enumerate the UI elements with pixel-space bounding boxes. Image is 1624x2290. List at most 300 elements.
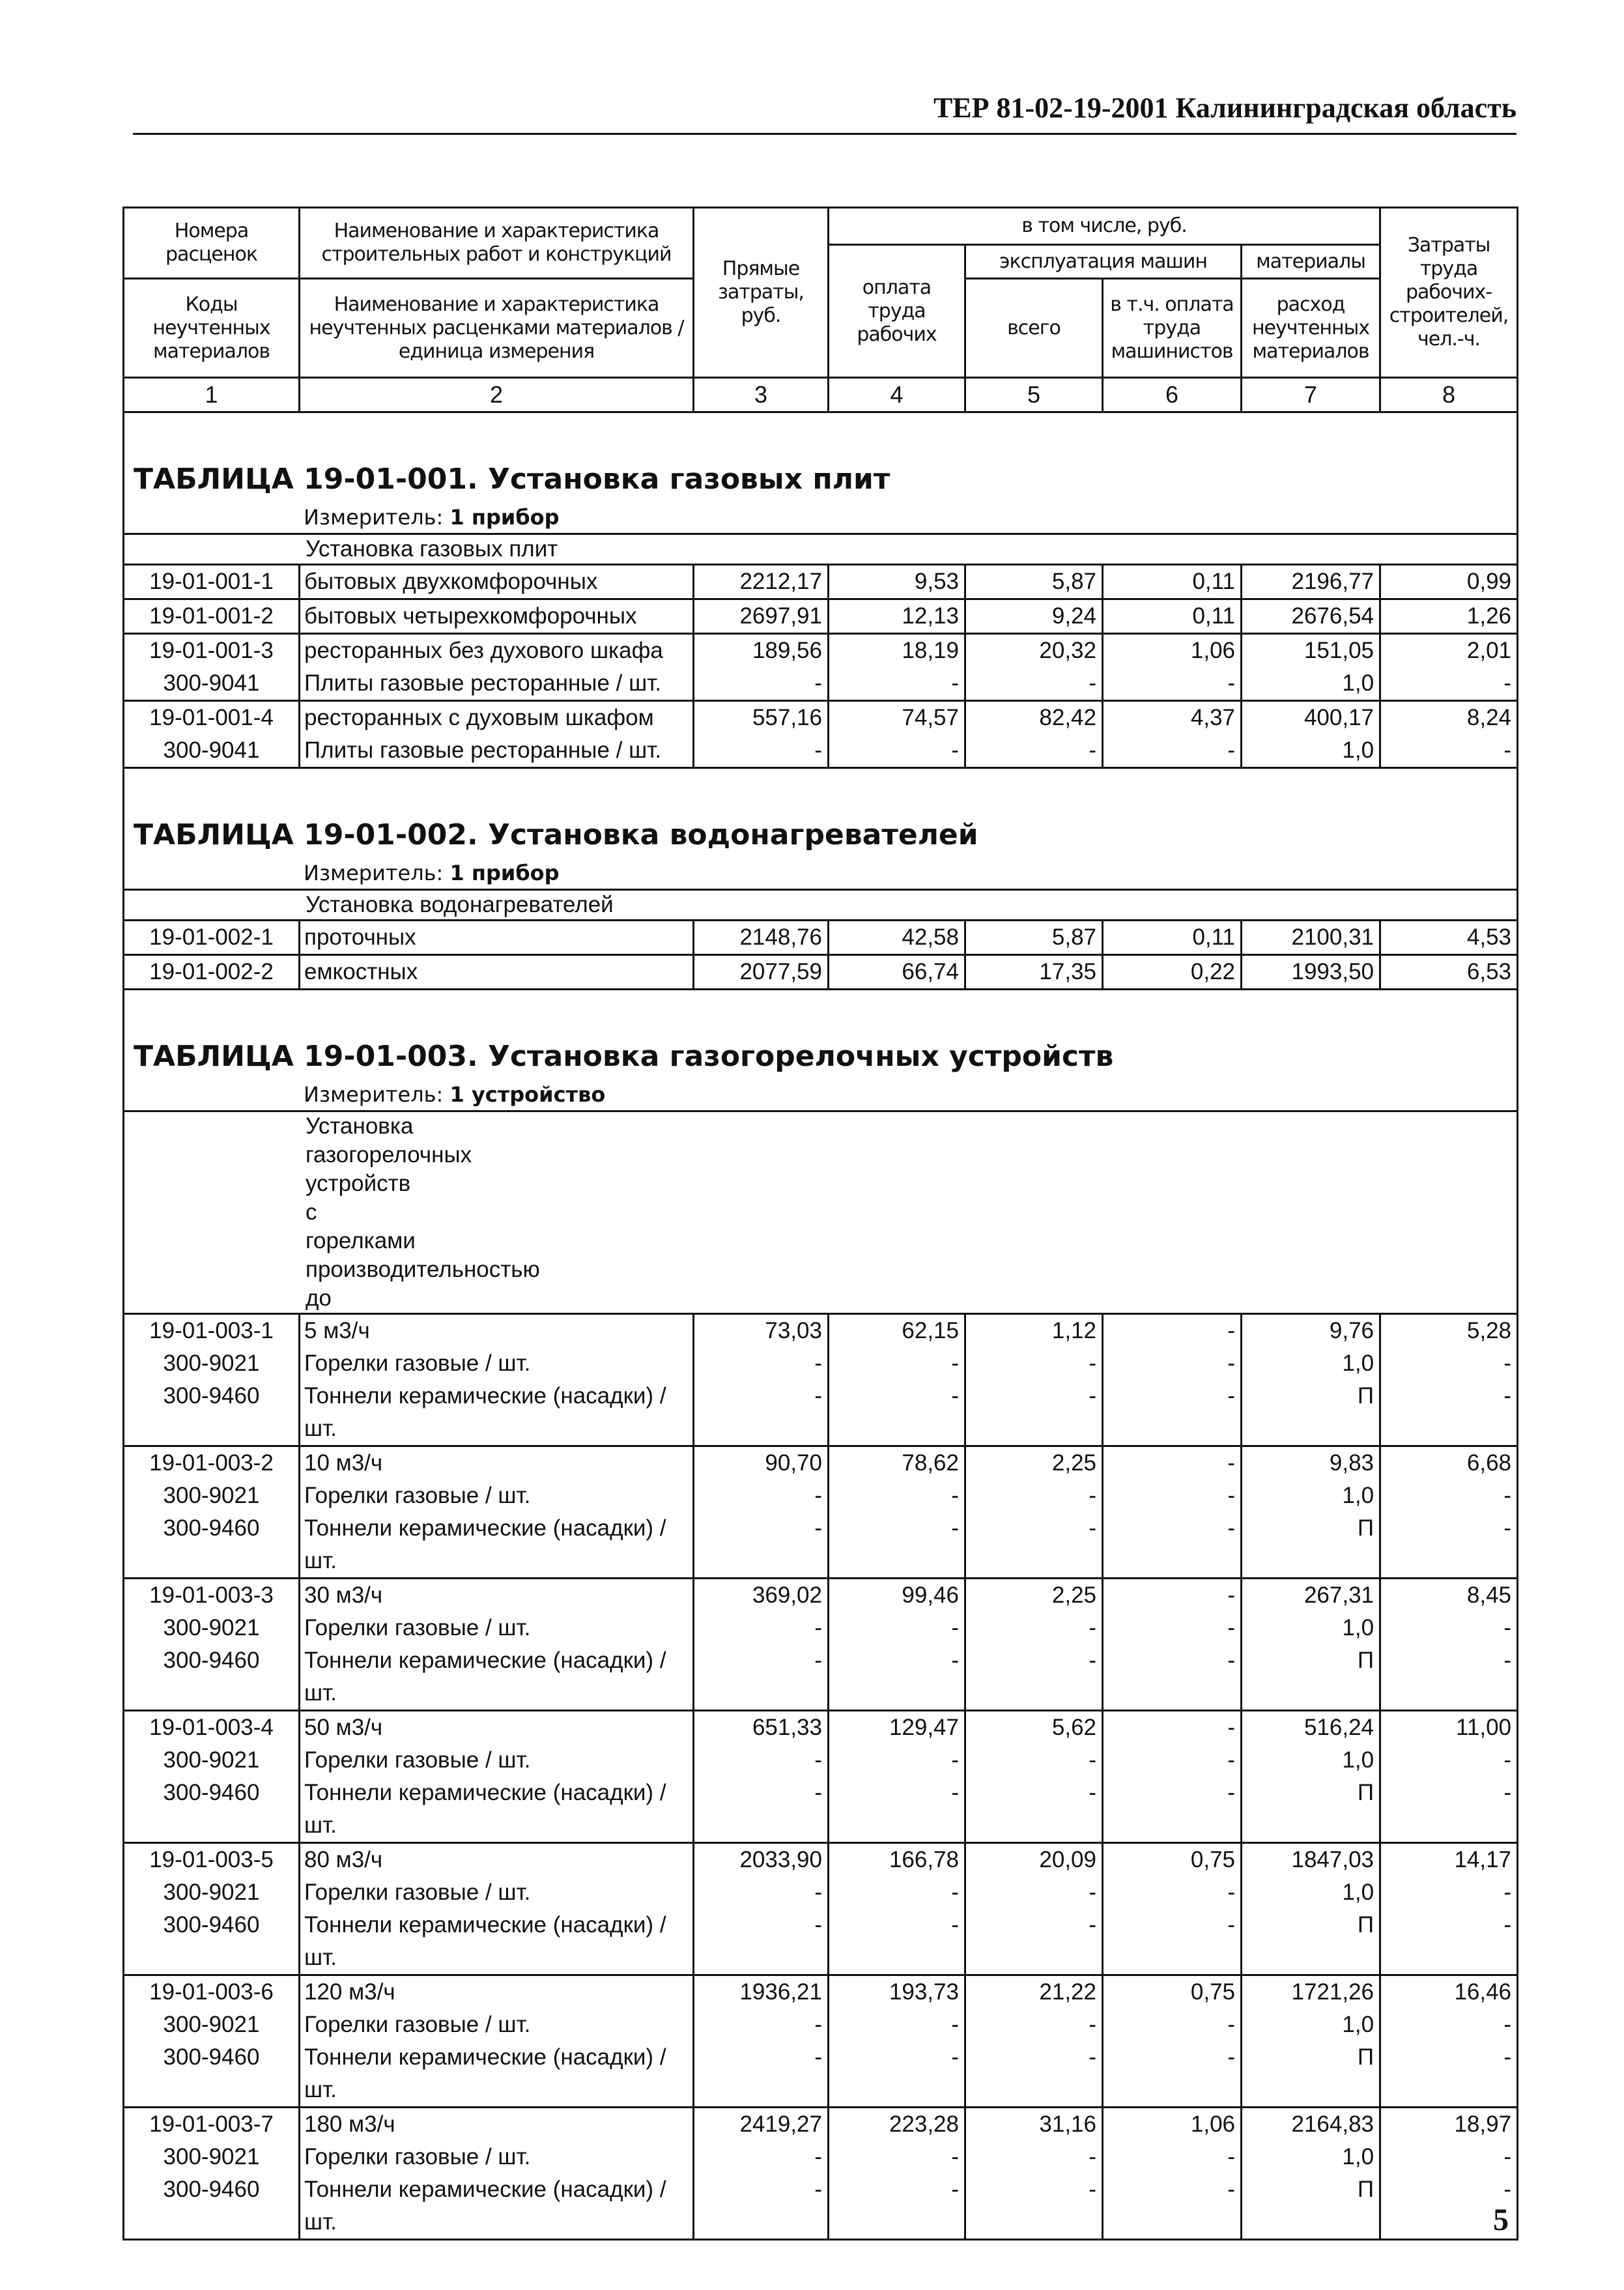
col-header-work-name: Наименование и характеристика строительных работ и конструкций: [300, 208, 694, 279]
col-header-material-usage: расход неучтенных материалов: [1242, 279, 1380, 378]
material-name: Горелки газовые / шт.: [300, 1347, 694, 1380]
material-row: [124, 2041, 1518, 2108]
value-cell: 9,24: [965, 599, 1103, 634]
measurer: [124, 502, 1518, 534]
material-row: [124, 1612, 1518, 1644]
col-header-material-codes: Коды неучтенных материалов: [124, 279, 300, 378]
value-cell: 193,73: [829, 1975, 965, 2009]
col-number: 3: [694, 378, 829, 412]
material-row: [124, 734, 1518, 768]
group-label-row: [124, 890, 1518, 921]
value-cell: 1,06: [1103, 634, 1242, 668]
rate-name: 5 м3/ч: [300, 1314, 694, 1348]
value-cell: 2100,31: [1242, 921, 1380, 955]
rates-table: [122, 207, 1518, 2240]
rate-name: 180 м3/ч: [300, 2108, 694, 2141]
measurer-label: Измеритель:: [304, 1082, 444, 1107]
header-rule: [133, 133, 1517, 135]
material-code: 300-9021: [124, 1347, 300, 1380]
value-cell: -: [829, 1480, 965, 1512]
value-cell: -: [829, 1777, 965, 1843]
value-cell: 6,53: [1380, 955, 1518, 990]
value-cell: -: [829, 1347, 965, 1380]
value-cell: 1,0: [1242, 1744, 1380, 1777]
rate-row: [124, 1711, 1518, 1745]
value-cell: 4,37: [1103, 701, 1242, 735]
measurer: [124, 1079, 1518, 1111]
value-cell: -: [1103, 667, 1242, 701]
value-cell: 1,0: [1242, 667, 1380, 701]
rate-row: [124, 599, 1518, 634]
value-cell: -: [694, 2041, 829, 2108]
value-cell: 1847,03: [1242, 1843, 1380, 1877]
value-cell: -: [829, 1876, 965, 1909]
value-cell: П: [1242, 2173, 1380, 2240]
value-cell: -: [1380, 1512, 1518, 1579]
measurer-row: [124, 1079, 1518, 1111]
rate-row: [124, 1975, 1518, 2009]
value-cell: -: [1103, 1380, 1242, 1446]
value-cell: П: [1242, 1380, 1380, 1446]
value-cell: -: [829, 1612, 965, 1644]
value-cell: -: [829, 2009, 965, 2041]
value-cell: 2212,17: [694, 565, 829, 599]
value-cell: -: [1380, 1380, 1518, 1446]
value-cell: 8,24: [1380, 701, 1518, 735]
material-name: Горелки газовые / шт.: [300, 1612, 694, 1644]
value-cell: -: [694, 667, 829, 701]
value-cell: -: [1103, 1446, 1242, 1480]
rate-row: [124, 1843, 1518, 1877]
rate-code: 19-01-001-2: [124, 599, 300, 634]
material-code: 300-9021: [124, 1612, 300, 1644]
value-cell: -: [694, 1612, 829, 1644]
col-number: 7: [1242, 378, 1380, 412]
value-cell: -: [965, 667, 1103, 701]
value-cell: -: [694, 1876, 829, 1909]
value-cell: 1,0: [1242, 1876, 1380, 1909]
col-header-materials: материалы: [1242, 245, 1380, 279]
value-cell: 9,83: [1242, 1446, 1380, 1480]
value-cell: -: [1103, 1876, 1242, 1909]
material-row: [124, 1512, 1518, 1579]
material-name: Плиты газовые ресторанные / шт.: [300, 734, 694, 768]
value-cell: -: [965, 734, 1103, 768]
rate-code: 19-01-002-2: [124, 955, 300, 990]
col-header-material-name: Наименование и характеристика неучтенных расценками материалов / единица измерения: [300, 279, 694, 378]
rate-code: 19-01-003-7: [124, 2108, 300, 2141]
value-cell: -: [965, 1480, 1103, 1512]
material-row: [124, 2173, 1518, 2240]
value-cell: -: [829, 1644, 965, 1711]
material-code: 300-9021: [124, 2141, 300, 2173]
value-cell: -: [829, 734, 965, 768]
rate-name: бытовых четырехкомфорочных: [300, 599, 694, 634]
value-cell: 5,87: [965, 565, 1103, 599]
value-cell: -: [1380, 734, 1518, 768]
value-cell: -: [965, 1876, 1103, 1909]
value-cell: 1,0: [1242, 734, 1380, 768]
material-name: Горелки газовые / шт.: [300, 1876, 694, 1909]
group-label: Установка водонагревателей: [124, 890, 1518, 921]
measurer-value: 1 прибор: [449, 505, 560, 530]
value-cell: -: [965, 1744, 1103, 1777]
material-code: 300-9021: [124, 1876, 300, 1909]
rate-code: 19-01-003-2: [124, 1446, 300, 1480]
value-cell: 62,15: [829, 1314, 965, 1348]
value-cell: 9,53: [829, 565, 965, 599]
col-number: 4: [829, 378, 965, 412]
value-cell: 2,01: [1380, 634, 1518, 668]
value-cell: 2419,27: [694, 2108, 829, 2141]
value-cell: 73,03: [694, 1314, 829, 1348]
material-name: Горелки газовые / шт.: [300, 2141, 694, 2173]
value-cell: 2697,91: [694, 599, 829, 634]
value-cell: 66,74: [829, 955, 965, 990]
value-cell: -: [1103, 1314, 1242, 1348]
value-cell: -: [1380, 1612, 1518, 1644]
value-cell: -: [829, 1909, 965, 1975]
value-cell: -: [1103, 2173, 1242, 2240]
value-cell: 651,33: [694, 1711, 829, 1745]
value-cell: -: [1103, 2009, 1242, 2041]
rate-name: проточных: [300, 921, 694, 955]
value-cell: 6,68: [1380, 1446, 1518, 1480]
rate-code: 19-01-002-1: [124, 921, 300, 955]
material-code: 300-9460: [124, 1512, 300, 1579]
material-name: Плиты газовые ресторанные / шт.: [300, 667, 694, 701]
value-cell: -: [1380, 667, 1518, 701]
value-cell: 1,0: [1242, 1480, 1380, 1512]
col-number: 1: [124, 378, 300, 412]
value-cell: -: [1103, 1777, 1242, 1843]
material-row: [124, 1347, 1518, 1380]
col-number: 6: [1103, 378, 1242, 412]
value-cell: -: [694, 2141, 829, 2173]
value-cell: 0,11: [1103, 565, 1242, 599]
value-cell: -: [965, 2009, 1103, 2041]
value-cell: -: [1103, 1347, 1242, 1380]
material-row: [124, 667, 1518, 701]
value-cell: 2196,77: [1242, 565, 1380, 599]
rate-row: [124, 955, 1518, 990]
value-cell: 5,28: [1380, 1314, 1518, 1348]
col-header-labor-hours: Затраты труда рабочих-строителей, чел.-ч.: [1380, 208, 1518, 378]
rate-name: ресторанных с духовым шкафом: [300, 701, 694, 735]
col-header-rate-numbers: Номера расценок: [124, 208, 300, 279]
col-number: 5: [965, 378, 1103, 412]
value-cell: 20,09: [965, 1843, 1103, 1877]
value-cell: -: [1380, 2173, 1518, 2240]
value-cell: 42,58: [829, 921, 965, 955]
value-cell: -: [1380, 1347, 1518, 1380]
value-cell: 557,16: [694, 701, 829, 735]
value-cell: -: [1103, 1612, 1242, 1644]
value-cell: -: [965, 1777, 1103, 1843]
measurer-label: Измеритель:: [304, 505, 444, 530]
measurer-row: [124, 857, 1518, 890]
value-cell: -: [694, 1909, 829, 1975]
value-cell: 21,22: [965, 1975, 1103, 2009]
value-cell: -: [1103, 2041, 1242, 2108]
measurer-row: [124, 502, 1518, 534]
material-row: [124, 2141, 1518, 2173]
value-cell: 82,42: [965, 701, 1103, 735]
material-name: Тоннели керамические (насадки) / шт.: [300, 1777, 694, 1843]
material-name: Тоннели керамические (насадки) / шт.: [300, 1512, 694, 1579]
material-code: 300-9041: [124, 667, 300, 701]
value-cell: -: [829, 1380, 965, 1446]
rate-name: 10 м3/ч: [300, 1446, 694, 1480]
value-cell: -: [829, 1512, 965, 1579]
rate-code: 19-01-001-1: [124, 565, 300, 599]
value-cell: 31,16: [965, 2108, 1103, 2141]
value-cell: 0,11: [1103, 921, 1242, 955]
value-cell: -: [829, 1744, 965, 1777]
material-code: 300-9460: [124, 1777, 300, 1843]
material-code: 300-9460: [124, 1644, 300, 1711]
value-cell: -: [965, 1380, 1103, 1446]
section-title: ТАБЛИЦА 19-01-002. Установка водонагревателей: [124, 768, 1518, 858]
value-cell: 129,47: [829, 1711, 965, 1745]
value-cell: 16,46: [1380, 1975, 1518, 2009]
group-label: Установка газовых плит: [124, 534, 1518, 565]
value-cell: 78,62: [829, 1446, 965, 1480]
col-header-operator-pay: в т.ч. оплата труда машинистов: [1103, 279, 1242, 378]
col-header-direct-costs: Прямые затраты, руб.: [694, 208, 829, 378]
value-cell: 0,75: [1103, 1975, 1242, 2009]
table-header: [124, 208, 1518, 412]
col-header-machines-total: всего: [965, 279, 1103, 378]
rate-name: 30 м3/ч: [300, 1579, 694, 1612]
value-cell: 1,12: [965, 1314, 1103, 1348]
value-cell: 223,28: [829, 2108, 965, 2141]
section-title-row: [124, 412, 1518, 502]
rate-name: бытовых двухкомфорочных: [300, 565, 694, 599]
value-cell: -: [1380, 2141, 1518, 2173]
material-name: Тоннели керамические (насадки) / шт.: [300, 1909, 694, 1975]
value-cell: 12,13: [829, 599, 965, 634]
value-cell: 5,62: [965, 1711, 1103, 1745]
material-code: 300-9460: [124, 1380, 300, 1446]
value-cell: -: [694, 1380, 829, 1446]
value-cell: 1,26: [1380, 599, 1518, 634]
value-cell: -: [1380, 2041, 1518, 2108]
value-cell: 0,22: [1103, 955, 1242, 990]
measurer-value: 1 прибор: [449, 861, 560, 885]
value-cell: 1,0: [1242, 2009, 1380, 2041]
rate-code: 19-01-003-1: [124, 1314, 300, 1348]
section-title: ТАБЛИЦА 19-01-003. Установка газогорелочных устройств: [124, 990, 1518, 1080]
group-label-row: [124, 1111, 1518, 1314]
value-cell: -: [1380, 1480, 1518, 1512]
rate-row: [124, 1446, 1518, 1480]
rate-name: 120 м3/ч: [300, 1975, 694, 2009]
value-cell: 516,24: [1242, 1711, 1380, 1745]
value-cell: 1,0: [1242, 1612, 1380, 1644]
material-code: 300-9021: [124, 1480, 300, 1512]
material-code: 300-9460: [124, 2173, 300, 2240]
value-cell: 2033,90: [694, 1843, 829, 1877]
material-name: Горелки газовые / шт.: [300, 2009, 694, 2041]
material-row: [124, 1380, 1518, 1446]
value-cell: -: [965, 2041, 1103, 2108]
value-cell: 0,75: [1103, 1843, 1242, 1877]
value-cell: -: [1103, 1644, 1242, 1711]
document-header-title: ТЕР 81-02-19-2001 Калининградская область: [933, 92, 1517, 124]
material-code: 300-9041: [124, 734, 300, 768]
value-cell: -: [1103, 1744, 1242, 1777]
value-cell: 2,25: [965, 1579, 1103, 1612]
material-row: [124, 1644, 1518, 1711]
value-cell: П: [1242, 2041, 1380, 2108]
material-code: 300-9021: [124, 2009, 300, 2041]
col-header-including: в том числе, руб.: [829, 208, 1380, 245]
group-label: Установка газогорелочных устройств с горелками производительностью до: [124, 1111, 1518, 1314]
value-cell: 1721,26: [1242, 1975, 1380, 2009]
value-cell: -: [965, 1347, 1103, 1380]
table-body: [124, 412, 1518, 2240]
rate-name: емкостных: [300, 955, 694, 990]
value-cell: -: [965, 2141, 1103, 2173]
value-cell: -: [1380, 1876, 1518, 1909]
rate-name: 50 м3/ч: [300, 1711, 694, 1745]
material-row: [124, 1876, 1518, 1909]
value-cell: -: [965, 1909, 1103, 1975]
value-cell: 5,87: [965, 921, 1103, 955]
value-cell: 14,17: [1380, 1843, 1518, 1877]
value-cell: -: [829, 667, 965, 701]
value-cell: -: [829, 2041, 965, 2108]
col-number: 2: [300, 378, 694, 412]
value-cell: 267,31: [1242, 1579, 1380, 1612]
value-cell: -: [829, 2173, 965, 2240]
value-cell: П: [1242, 1644, 1380, 1711]
rate-row: [124, 634, 1518, 668]
value-cell: -: [965, 1512, 1103, 1579]
material-name: Тоннели керамические (насадки) / шт.: [300, 2173, 694, 2240]
value-cell: 11,00: [1380, 1711, 1518, 1745]
material-name: Горелки газовые / шт.: [300, 1744, 694, 1777]
value-cell: 151,05: [1242, 634, 1380, 668]
rate-code: 19-01-003-6: [124, 1975, 300, 2009]
value-cell: 99,46: [829, 1579, 965, 1612]
material-row: [124, 1744, 1518, 1777]
value-cell: 2148,76: [694, 921, 829, 955]
value-cell: 1993,50: [1242, 955, 1380, 990]
value-cell: -: [1380, 1909, 1518, 1975]
col-number: 8: [1380, 378, 1518, 412]
section-title-row: [124, 990, 1518, 1080]
material-name: Тоннели керамические (насадки) / шт.: [300, 2041, 694, 2108]
value-cell: 2,25: [965, 1446, 1103, 1480]
col-header-machines: эксплуатация машин: [965, 245, 1242, 279]
value-cell: -: [694, 1644, 829, 1711]
value-cell: 369,02: [694, 1579, 829, 1612]
rate-name: 80 м3/ч: [300, 1843, 694, 1877]
value-cell: П: [1242, 1512, 1380, 1579]
value-cell: -: [1103, 1579, 1242, 1612]
section-title: ТАБЛИЦА 19-01-001. Установка газовых плит: [124, 412, 1518, 502]
measurer: [124, 857, 1518, 890]
value-cell: -: [1380, 1777, 1518, 1843]
rate-name: ресторанных без духового шкафа: [300, 634, 694, 668]
value-cell: -: [965, 1612, 1103, 1644]
rate-code: 19-01-001-4: [124, 701, 300, 735]
value-cell: -: [1103, 1711, 1242, 1745]
page-number: 5: [1493, 2203, 1509, 2237]
rate-code: 19-01-003-5: [124, 1843, 300, 1877]
material-code: 300-9021: [124, 1744, 300, 1777]
value-cell: 8,45: [1380, 1579, 1518, 1612]
rate-row: [124, 2108, 1518, 2141]
value-cell: 400,17: [1242, 701, 1380, 735]
value-cell: 0,11: [1103, 599, 1242, 634]
rate-row: [124, 1579, 1518, 1612]
value-cell: 2676,54: [1242, 599, 1380, 634]
rate-row: [124, 701, 1518, 735]
measurer-value: 1 устройство: [449, 1082, 606, 1107]
value-cell: -: [694, 1744, 829, 1777]
value-cell: -: [1103, 2141, 1242, 2173]
section-title-row: [124, 768, 1518, 858]
value-cell: 189,56: [694, 634, 829, 668]
material-name: Тоннели керамические (насадки) / шт.: [300, 1644, 694, 1711]
value-cell: 4,53: [1380, 921, 1518, 955]
material-code: 300-9460: [124, 1909, 300, 1975]
value-cell: -: [829, 2141, 965, 2173]
value-cell: 74,57: [829, 701, 965, 735]
rate-code: 19-01-001-3: [124, 634, 300, 668]
rate-code: 19-01-003-4: [124, 1711, 300, 1745]
value-cell: -: [1103, 1909, 1242, 1975]
value-cell: -: [694, 2009, 829, 2041]
col-header-worker-pay: оплата труда рабочих: [829, 245, 965, 378]
rate-code: 19-01-003-3: [124, 1579, 300, 1612]
value-cell: -: [1103, 1480, 1242, 1512]
material-row: [124, 2009, 1518, 2041]
measurer-label: Измеритель:: [304, 861, 444, 885]
value-cell: 2164,83: [1242, 2108, 1380, 2141]
value-cell: 2077,59: [694, 955, 829, 990]
value-cell: -: [694, 1777, 829, 1843]
value-cell: 9,76: [1242, 1314, 1380, 1348]
material-row: [124, 1909, 1518, 1975]
material-code: 300-9460: [124, 2041, 300, 2108]
value-cell: 1936,21: [694, 1975, 829, 2009]
material-name: Горелки газовые / шт.: [300, 1480, 694, 1512]
value-cell: -: [694, 2173, 829, 2240]
value-cell: -: [1103, 1512, 1242, 1579]
value-cell: -: [965, 1644, 1103, 1711]
material-name: Тоннели керамические (насадки) / шт.: [300, 1380, 694, 1446]
value-cell: П: [1242, 1909, 1380, 1975]
value-cell: -: [1380, 1744, 1518, 1777]
value-cell: 1,0: [1242, 1347, 1380, 1380]
rate-row: [124, 921, 1518, 955]
value-cell: 17,35: [965, 955, 1103, 990]
value-cell: 20,32: [965, 634, 1103, 668]
value-cell: 18,97: [1380, 2108, 1518, 2141]
value-cell: 166,78: [829, 1843, 965, 1877]
value-cell: -: [1380, 2009, 1518, 2041]
value-cell: 18,19: [829, 634, 965, 668]
value-cell: 90,70: [694, 1446, 829, 1480]
value-cell: -: [694, 734, 829, 768]
value-cell: 1,06: [1103, 2108, 1242, 2141]
material-row: [124, 1777, 1518, 1843]
group-label-row: [124, 534, 1518, 565]
